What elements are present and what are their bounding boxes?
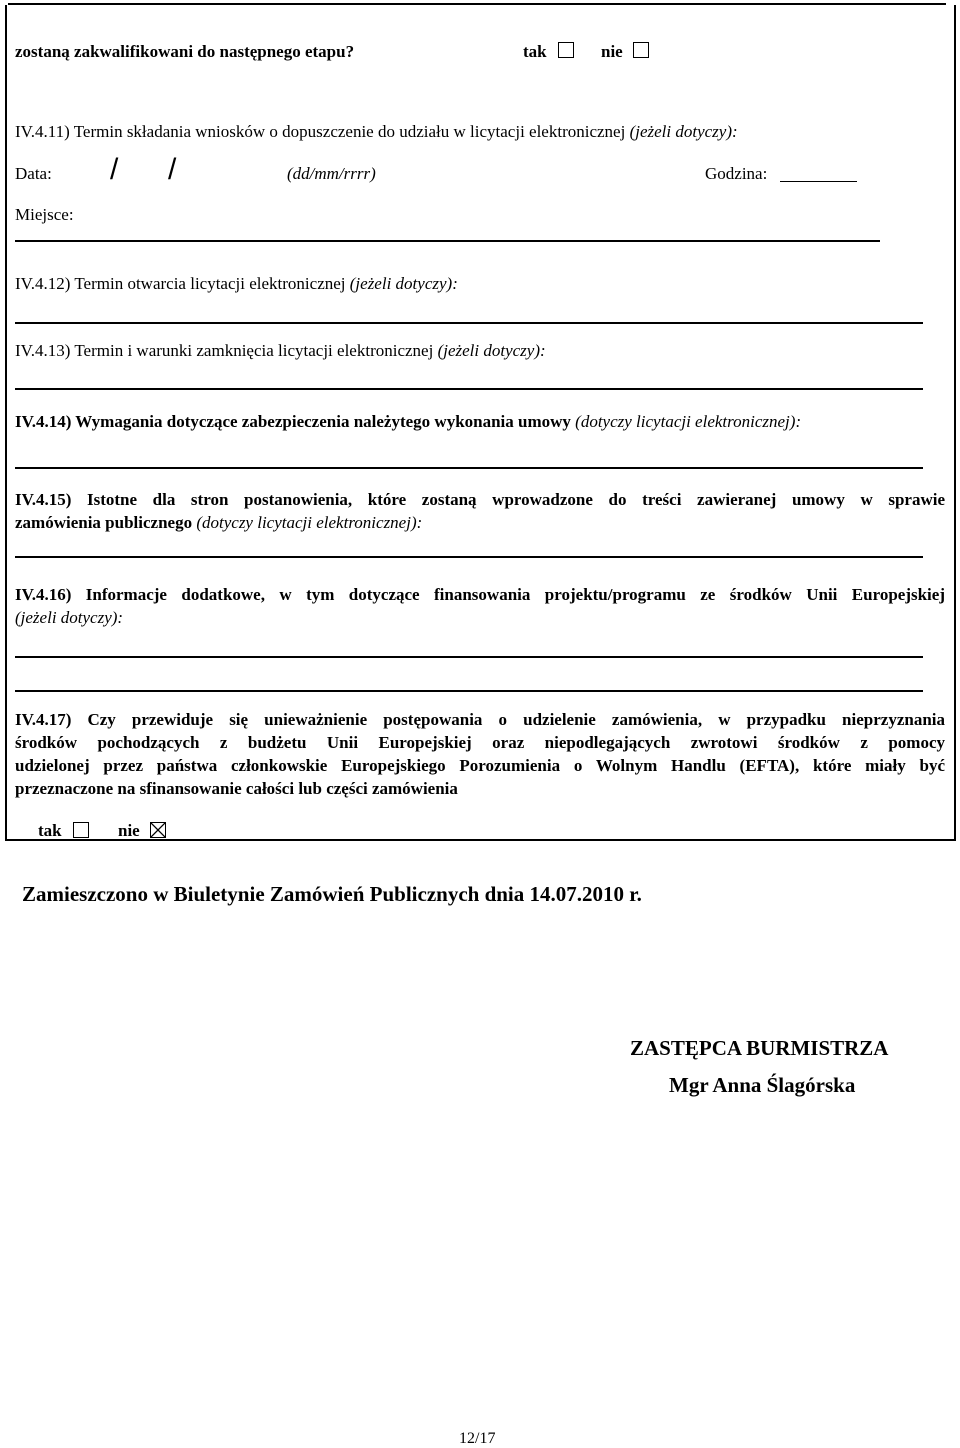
section-12-title: IV.4.12) Termin otwarcia licytacji elektronicznej (15, 274, 346, 293)
section-11-note: (jeżeli dotyczy): (629, 122, 738, 141)
section-14-title: IV.4.14) Wymagania dotyczące zabezpieczenia należytego wykonania umowy (15, 412, 571, 431)
section-15-line-2: zamówienia publicznego (15, 513, 193, 532)
date-format-hint: (dd/mm/rrrr) (287, 164, 376, 183)
section-11-heading (15, 120, 738, 143)
section-14-answer-line[interactable] (15, 467, 923, 469)
checkmark-x-icon (150, 822, 166, 838)
section-15-heading (15, 488, 945, 534)
signature-title: ZASTĘPCA BURMISTRZA (630, 1036, 889, 1060)
signature-name: Mgr Anna Ślagórska (669, 1073, 856, 1097)
section-13-title: IV.4.13) Termin i warunki zamknięcia licytacji elektronicznej (15, 341, 434, 360)
section-13-heading (15, 339, 546, 362)
page-number: 12/17 (459, 1430, 496, 1447)
s17-yes-checkbox[interactable] (73, 822, 89, 838)
section-15-note: (dotyczy licytacji elektronicznej): (196, 513, 423, 532)
hour-label: Godzina: (705, 164, 768, 183)
prev-yes-label: tak (523, 42, 547, 61)
prev-no-label: nie (601, 42, 623, 61)
section-15-answer-line[interactable] (15, 556, 923, 558)
section-16-answer-line-2[interactable] (15, 690, 923, 692)
s17-no-label: nie (118, 821, 140, 840)
section-14-note: (dotyczy licytacji elektronicznej): (575, 412, 802, 431)
section-17-heading (15, 708, 945, 800)
section-16-line-1: IV.4.16) Informacje dodatkowe, w tym dotyczące finansowania projektu/programu ze środków Unii Europejskiej (15, 585, 945, 604)
section-16-answer-line-1[interactable] (15, 656, 923, 658)
section-17-line-1: IV.4.17) Czy przewiduje się unieważnienie postępowania o udzielenie zamówienia, w przypadku nieprzyznania (15, 710, 945, 729)
section-15-line-1: IV.4.15) Istotne dla stron postanowienia, które zostaną wprowadzone do treści zawieranej umowy w sprawie (15, 490, 945, 509)
hour-field[interactable] (780, 181, 857, 182)
prev-question-text: zostaną zakwalifikowani do następnego etapu? (15, 42, 355, 61)
place-label: Miejsce: (15, 205, 74, 224)
prev-yes-checkbox[interactable] (558, 42, 574, 58)
section-14-heading (15, 410, 801, 433)
section-12-note: (jeżeli dotyczy): (349, 274, 458, 293)
section-13-note: (jeżeli dotyczy): (437, 341, 546, 360)
date-label: Data: (15, 164, 52, 183)
date-slash-2: / (168, 153, 177, 186)
section-12-answer-line[interactable] (15, 322, 923, 324)
s17-no-checkbox[interactable] (150, 822, 166, 838)
section-17-line-3: udzielonej przez państwa członkowskie Europejskiego Porozumienia o Wolnym Handlu (EFTA), które miały być (15, 756, 945, 775)
section-17-line-4: przeznaczone na sfinansowanie całości lub części zamówienia (15, 779, 458, 798)
section-13-answer-line[interactable] (15, 388, 923, 390)
section-11-title: IV.4.11) Termin składania wniosków o dopuszczenie do udziału w licytacji elektronicznej (15, 122, 626, 141)
section-16-note: (jeżeli dotyczy): (15, 608, 124, 627)
date-slash-1: / (110, 153, 119, 186)
section-15-line-2-row (15, 511, 945, 534)
prev-no-checkbox[interactable] (633, 42, 649, 58)
place-field[interactable] (15, 240, 880, 242)
section-17-line-2: środków pochodzących z budżetu Unii Europejskiej oraz niepodlegających zwrotowi środków z pomocy (15, 733, 945, 752)
section-16-heading (15, 583, 945, 629)
section-12-heading (15, 272, 458, 295)
s17-yes-label: tak (38, 821, 62, 840)
publication-note: Zamieszczono w Biuletynie Zamówień Publicznych dnia 14.07.2010 r. (22, 882, 642, 906)
